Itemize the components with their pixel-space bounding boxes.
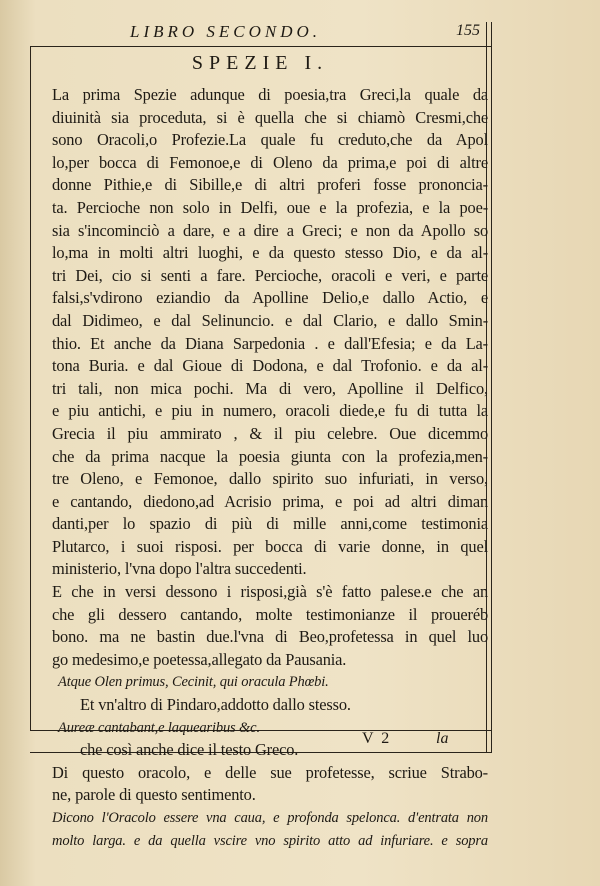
text-line: go medesimo,e poetessa,allegato da Pausania. — [52, 649, 347, 669]
top-rule — [30, 46, 492, 47]
text-line: falsi,s'vdirono eziandio da Apolline Delio,e dallo Actio, e — [52, 288, 488, 308]
text-line: lo,per bocca di Femonoe,e di Oleno da prima,e poi di altre — [52, 152, 488, 172]
section-title: SPEZIE I. — [191, 52, 329, 74]
page-number: 155 — [456, 22, 480, 39]
text-line: Grecia il piu ammirato , & il piu celebre. Oue dicemmo — [52, 423, 488, 443]
text-line: ministerio, l'vna dopo l'altra succedenti. — [52, 559, 307, 579]
text-line: donne Pithie,e di Sibille,e di altri proferi fosse prononcia- — [52, 175, 488, 195]
text-line: bono. ma ne bastin due.l'vna di Beo,profetessa in quel luo — [52, 627, 488, 647]
text-line: Et vn'altro di Pindaro,addotto dallo stesso. — [80, 695, 351, 715]
text-line: Plutarco, i suoi risposi. per bocca di varie donne, in quel — [52, 536, 488, 556]
right-rule-outer — [491, 22, 492, 752]
text-line: Di questo oracolo, e delle sue profetesse, scriue Strabo- — [52, 762, 488, 782]
text-line: thio. Et anche da Diana Sarpedonia . e dall'Efesia; e da La- — [52, 333, 488, 353]
text-line: lo,ma in molti altri luoghi, e da questo stesso Dio, e da al- — [52, 243, 488, 263]
text-line: La prima Spezie adunque di poesia,tra Greci,la quale da — [52, 85, 488, 104]
page-header — [30, 18, 490, 44]
text-body — [52, 84, 488, 852]
italic-quote-line: molto larga. e da quella vscire vno spirito atto ad infuriare. e sopra — [52, 832, 488, 849]
text-line: diuinità sia proceduta, si è quella che si chiamò Cresmi,che — [52, 107, 488, 127]
text-line: ta. Percioche non solo in Delfi, oue e la profezia, e la poe- — [52, 197, 488, 217]
text-line: tri Dei, cio si senti a fare. Percioche, oracoli e veri, e parte — [52, 265, 488, 285]
catchword: la — [436, 730, 449, 747]
text-line: sia s'incominciò a dare, e a dire a Greci; e non da Apollo so — [52, 220, 488, 240]
text-line: che così anche dice il testo Greco. — [80, 740, 299, 760]
running-head: LIBRO SECONDO. — [130, 22, 322, 41]
text-line: che da prima nacque la poesia giunta con la profezia,men- — [52, 446, 488, 466]
text-line: tre Oleno, e Femonoe, dallo spirito suo infuriati, in verso, — [52, 469, 488, 489]
signature-mark: V 2 — [362, 730, 392, 747]
text-line: che gli dessero cantando, molte testimonianze il proueréb — [52, 604, 488, 624]
text-line: danti,per lo spazio di più di mille anni,come testimonia — [52, 514, 488, 534]
text-line: e piu antichi, e piu in numero, oracoli diede,e fu di tutta la — [52, 401, 488, 421]
text-line: tona Buria. e dal Gioue di Dodona, e dal Trofonio. e da al- — [52, 356, 488, 376]
text-line: sono Oracoli,o Profezie.La quale fu creduto,che da Apol — [52, 130, 488, 150]
text-line: dal Didimeo, e dal Selinuncio. e dal Clario, e dallo Smin- — [52, 310, 488, 330]
italic-quote-line: Dicono l'Oracolo essere vna caua, e profonda spelonca. d'entrata non — [52, 810, 488, 826]
latin-quote: Aureæ cantabant,e laquearibus &c. — [58, 719, 260, 736]
text-line: e cantando, diedono,ad Acrisio prima, e poi ad altri diman — [52, 491, 488, 511]
latin-quote: Atque Olen primus, Cecinit, qui oracula Phœbi. — [58, 674, 329, 691]
text-line: tri tali, non mica pochi. Ma di vero, Apolline il Delfico, — [52, 378, 488, 398]
text-line: ne, parole di questo sentimento. — [52, 785, 256, 805]
left-rule — [30, 46, 31, 730]
text-line: E che in versi dessono i risposi,già s'è fatto palese.e che an — [52, 582, 488, 602]
